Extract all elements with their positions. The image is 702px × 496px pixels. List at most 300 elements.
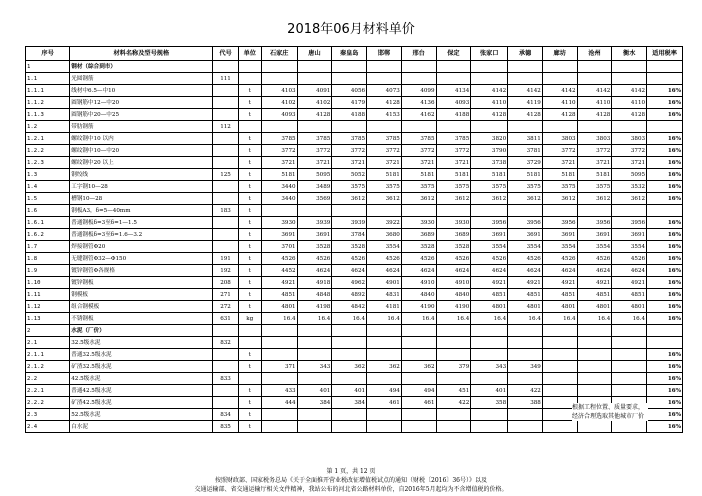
table-row — [26, 181, 683, 193]
price-cell — [612, 205, 647, 217]
price-cell: 4526 — [367, 253, 402, 265]
material-name: 矿渣32.5级水泥 — [70, 361, 213, 373]
price-cell — [297, 421, 332, 433]
price-cell: 3721 — [542, 157, 577, 169]
material-code: 631 — [213, 313, 238, 325]
price-cell: 3721 — [261, 157, 297, 169]
price-cell: 4801 — [508, 301, 543, 313]
table-row — [26, 241, 683, 253]
price-cell: 371 — [261, 361, 297, 373]
tax-rate: 16% — [647, 241, 683, 253]
row-number: 2.1 — [26, 337, 70, 349]
price-cell: 4624 — [401, 265, 436, 277]
price-cell: 3575 — [436, 181, 471, 193]
price-cell: 401 — [297, 385, 332, 397]
price-cell: 4840 — [436, 289, 471, 301]
table-row — [26, 205, 683, 217]
price-cell: 4102 — [261, 97, 297, 109]
price-cell: 4526 — [436, 253, 471, 265]
price-cell: 3528 — [401, 241, 436, 253]
price-cell — [261, 121, 297, 133]
price-cell — [401, 121, 436, 133]
price-cell: 3440 — [261, 181, 297, 193]
price-cell: 4624 — [297, 265, 332, 277]
price-cell: 343 — [471, 361, 508, 373]
price-cell — [542, 337, 577, 349]
note-box: 根据工程位置、质量要求，经济合理选取其他城市厂价 — [572, 403, 648, 421]
unit: t — [238, 109, 261, 121]
row-number: 2.3 — [26, 409, 70, 421]
price-cell — [542, 121, 577, 133]
price-table — [25, 46, 683, 433]
price-cell: 3575 — [401, 181, 436, 193]
price-cell: 4921 — [471, 277, 508, 289]
row-number: 1.11 — [26, 289, 70, 301]
unit: t — [238, 157, 261, 169]
price-cell: 5181 — [542, 169, 577, 181]
price-cell: 4526 — [508, 253, 543, 265]
price-cell: 4526 — [332, 253, 367, 265]
price-cell: 4526 — [612, 253, 647, 265]
tax-rate: 16% — [647, 397, 683, 409]
material-name: 槽钢10—28 — [70, 193, 213, 205]
unit: t — [238, 421, 261, 433]
price-cell — [297, 373, 332, 385]
price-cell — [261, 373, 297, 385]
price-cell: 3691 — [508, 229, 543, 241]
unit: t — [238, 193, 261, 205]
price-cell: 3691 — [577, 229, 612, 241]
unit: t — [238, 385, 261, 397]
row-number: 1.6.2 — [26, 229, 70, 241]
table-row — [26, 301, 683, 313]
unit: t — [238, 205, 261, 217]
price-cell: 4624 — [436, 265, 471, 277]
material-code: 834 — [213, 409, 238, 421]
price-cell: 3612 — [508, 193, 543, 205]
unit: t — [238, 85, 261, 97]
price-cell: 4910 — [436, 277, 471, 289]
price-cell: 3575 — [508, 181, 543, 193]
unit: kg — [238, 313, 261, 325]
price-cell — [436, 349, 471, 361]
price-cell: 3772 — [367, 145, 402, 157]
price-cell: 4188 — [436, 109, 471, 121]
material-code — [213, 349, 238, 361]
price-cell: 3612 — [612, 193, 647, 205]
price-cell: 4128 — [367, 97, 402, 109]
price-cell: 3803 — [612, 133, 647, 145]
table-row — [26, 325, 683, 337]
tax-rate — [647, 205, 683, 217]
material-name: 不锈钢板 — [70, 313, 213, 325]
unit: t — [238, 409, 261, 421]
table-row — [26, 289, 683, 301]
price-cell: 3569 — [297, 193, 332, 205]
tax-rate: 16% — [647, 313, 683, 325]
material-name: 普通钢板δ=3至δ=1.6—3.2 — [70, 229, 213, 241]
header-cell: 石家庄 — [261, 47, 297, 61]
table-row — [26, 193, 683, 205]
price-cell — [542, 349, 577, 361]
price-cell — [508, 205, 543, 217]
material-code: 271 — [213, 289, 238, 301]
price-cell: 4624 — [577, 265, 612, 277]
price-cell — [332, 61, 367, 73]
tax-rate: 16% — [647, 265, 683, 277]
price-cell — [261, 325, 297, 337]
price-cell: 5095 — [297, 169, 332, 181]
unit — [238, 337, 261, 349]
price-cell — [401, 337, 436, 349]
price-cell: 3721 — [332, 157, 367, 169]
table-row — [26, 277, 683, 289]
price-cell: 4526 — [401, 253, 436, 265]
price-cell — [542, 373, 577, 385]
tax-rate — [647, 325, 683, 337]
tax-rate: 16% — [647, 85, 683, 97]
price-cell: 4526 — [542, 253, 577, 265]
price-cell: 4892 — [332, 289, 367, 301]
unit — [238, 73, 261, 85]
header-cell: 代号 — [213, 47, 238, 61]
row-number: 2.2.1 — [26, 385, 70, 397]
price-cell: 3772 — [261, 145, 297, 157]
material-name: 钢绞线 — [70, 169, 213, 181]
page-title: 2018年06月材料单价 — [287, 22, 415, 37]
price-cell: 4624 — [471, 265, 508, 277]
price-cell — [577, 361, 612, 373]
price-cell: 3554 — [508, 241, 543, 253]
price-cell: 3721 — [297, 157, 332, 169]
price-cell: 3956 — [577, 217, 612, 229]
price-cell: 3939 — [332, 217, 367, 229]
price-cell: 3820 — [471, 133, 508, 145]
price-cell — [436, 73, 471, 85]
price-cell — [508, 121, 543, 133]
price-cell: 3721 — [436, 157, 471, 169]
price-cell — [508, 325, 543, 337]
header-cell: 廊坊 — [542, 47, 577, 61]
price-cell: 3785 — [261, 133, 297, 145]
material-code: 832 — [213, 337, 238, 349]
price-cell: 3772 — [297, 145, 332, 157]
price-cell: 16.4 — [508, 313, 543, 325]
price-cell: 461 — [367, 397, 402, 409]
header-cell: 单位 — [238, 47, 261, 61]
price-cell — [297, 325, 332, 337]
price-cell: 4128 — [577, 109, 612, 121]
price-cell: 4103 — [261, 85, 297, 97]
tax-rate — [647, 61, 683, 73]
price-cell: 3772 — [436, 145, 471, 157]
price-cell — [542, 385, 577, 397]
price-cell: 4093 — [261, 109, 297, 121]
price-cell: 4128 — [508, 109, 543, 121]
price-cell — [436, 409, 471, 421]
header-cell: 材料名称及型号规格 — [70, 47, 213, 61]
footer-line-2: 交通运输部、省交通运输厅相关文件精神，我站公布的河北省公路材料单价，自2016年5月起均为不含增值税的价格。 — [194, 486, 508, 493]
price-cell: 4110 — [577, 97, 612, 109]
price-cell — [367, 337, 402, 349]
tax-rate: 16% — [647, 253, 683, 265]
material-name: 线材中6.5—中10 — [70, 85, 213, 97]
price-cell: 401 — [332, 385, 367, 397]
row-number: 1.1.2 — [26, 97, 70, 109]
price-cell: 4921 — [508, 277, 543, 289]
price-cell — [471, 349, 508, 361]
price-cell: 4801 — [542, 301, 577, 313]
row-number: 1.1.1 — [26, 85, 70, 97]
price-cell — [577, 349, 612, 361]
price-cell: 4910 — [401, 277, 436, 289]
material-name: 圆钢筋中20—中25 — [70, 109, 213, 121]
price-cell: 3721 — [612, 157, 647, 169]
tax-rate: 16% — [647, 181, 683, 193]
price-cell: 461 — [401, 397, 436, 409]
tax-rate: 16% — [647, 301, 683, 313]
price-cell — [436, 205, 471, 217]
price-cell: 3721 — [401, 157, 436, 169]
row-number: 1.5 — [26, 193, 70, 205]
price-cell — [508, 61, 543, 73]
price-cell: 4102 — [297, 97, 332, 109]
table-row — [26, 121, 683, 133]
tax-rate: 16% — [647, 109, 683, 121]
price-cell: 4153 — [367, 109, 402, 121]
price-cell: 3554 — [367, 241, 402, 253]
price-cell: 4119 — [508, 97, 543, 109]
table-row — [26, 337, 683, 349]
price-cell: 3612 — [332, 193, 367, 205]
price-cell — [542, 61, 577, 73]
price-cell — [367, 349, 402, 361]
row-number: 2.2.2 — [26, 397, 70, 409]
material-name: 42.5级水泥 — [70, 373, 213, 385]
row-number: 1.2.2 — [26, 145, 70, 157]
footer-line-1: 按照财政部、国家税务总局《关于全面推开营业税改征增值税试点的通知（财税〔2016〕36号）》以及 — [215, 477, 487, 484]
price-cell — [261, 421, 297, 433]
price-cell — [612, 73, 647, 85]
price-cell: 3729 — [508, 157, 543, 169]
material-name: 带肋钢筋 — [70, 121, 213, 133]
material-code — [213, 385, 238, 397]
price-cell: 3772 — [542, 145, 577, 157]
price-cell: 4110 — [471, 97, 508, 109]
price-cell — [612, 373, 647, 385]
table-row — [26, 61, 683, 73]
material-code: 112 — [213, 121, 238, 133]
table-header-row — [26, 47, 683, 61]
price-cell: 3785 — [297, 133, 332, 145]
price-cell: 4624 — [612, 265, 647, 277]
price-cell: 4851 — [577, 289, 612, 301]
price-cell: 4142 — [542, 85, 577, 97]
price-cell: 3691 — [261, 229, 297, 241]
price-cell — [367, 121, 402, 133]
price-cell — [612, 337, 647, 349]
table-row — [26, 109, 683, 121]
price-cell: 4831 — [367, 289, 402, 301]
price-cell — [401, 73, 436, 85]
price-cell — [436, 373, 471, 385]
material-code: 272 — [213, 301, 238, 313]
material-name: 普通42.5级水泥 — [70, 385, 213, 397]
row-number: 1.1.3 — [26, 109, 70, 121]
tax-rate: 16% — [647, 373, 683, 385]
price-cell: 4842 — [332, 301, 367, 313]
price-cell: 3691 — [542, 229, 577, 241]
table-row — [26, 169, 683, 181]
material-code — [213, 109, 238, 121]
price-cell — [542, 325, 577, 337]
tax-rate: 16% — [647, 97, 683, 109]
price-cell: 3554 — [471, 241, 508, 253]
price-cell — [577, 61, 612, 73]
footer-page: 第 1 页，共 12 页 — [326, 468, 376, 475]
price-cell — [367, 409, 402, 421]
material-code — [213, 361, 238, 373]
price-cell: 4851 — [612, 289, 647, 301]
price-cell: 4851 — [471, 289, 508, 301]
unit: t — [238, 229, 261, 241]
price-cell: 16.4 — [261, 313, 297, 325]
price-cell: 16.4 — [577, 313, 612, 325]
price-cell — [401, 349, 436, 361]
price-cell — [261, 205, 297, 217]
price-cell: 4801 — [612, 301, 647, 313]
price-cell — [297, 73, 332, 85]
material-name: 52.5级水泥 — [70, 409, 213, 421]
price-cell: 4110 — [612, 97, 647, 109]
price-cell — [261, 337, 297, 349]
price-cell — [261, 61, 297, 73]
price-cell: 4128 — [471, 109, 508, 121]
price-cell: 3612 — [471, 193, 508, 205]
price-cell: 4181 — [367, 301, 402, 313]
price-cell: 4128 — [612, 109, 647, 121]
table-row — [26, 421, 683, 433]
price-cell: 494 — [367, 385, 402, 397]
material-name: 32.5级水泥 — [70, 337, 213, 349]
price-cell — [261, 73, 297, 85]
row-number: 1.12 — [26, 301, 70, 313]
tax-rate — [647, 121, 683, 133]
price-cell: 4851 — [261, 289, 297, 301]
material-name: 镀锌钢板 — [70, 277, 213, 289]
price-cell: 3691 — [471, 229, 508, 241]
price-cell: 379 — [436, 361, 471, 373]
price-cell: 3939 — [297, 217, 332, 229]
unit: t — [238, 253, 261, 265]
price-cell — [612, 325, 647, 337]
price-cell — [401, 325, 436, 337]
unit — [238, 121, 261, 133]
price-cell: 3689 — [436, 229, 471, 241]
material-code — [213, 217, 238, 229]
price-cell — [297, 349, 332, 361]
material-code — [213, 97, 238, 109]
price-cell: 4142 — [471, 85, 508, 97]
price-cell: 422 — [508, 385, 543, 397]
price-cell — [332, 337, 367, 349]
material-code: 191 — [213, 253, 238, 265]
price-cell: 4142 — [577, 85, 612, 97]
price-cell: 3701 — [261, 241, 297, 253]
price-cell — [508, 373, 543, 385]
price-cell — [471, 325, 508, 337]
material-name: 普通钢板δ=3至δ=1—1.5 — [70, 217, 213, 229]
price-cell — [367, 373, 402, 385]
price-cell — [612, 349, 647, 361]
price-cell: 362 — [332, 361, 367, 373]
price-cell: 5181 — [508, 169, 543, 181]
material-code: 833 — [213, 373, 238, 385]
price-cell — [577, 73, 612, 85]
price-cell: 5181 — [367, 169, 402, 181]
material-code: 835 — [213, 421, 238, 433]
price-cell: 3721 — [577, 157, 612, 169]
row-number: 2 — [26, 325, 70, 337]
price-cell: 3554 — [542, 241, 577, 253]
material-code — [213, 145, 238, 157]
price-cell — [297, 61, 332, 73]
table-row — [26, 361, 683, 373]
price-cell: 3528 — [436, 241, 471, 253]
row-number: 2.2 — [26, 373, 70, 385]
material-code — [213, 229, 238, 241]
price-cell: 3691 — [612, 229, 647, 241]
unit: t — [238, 265, 261, 277]
header-cell: 沧州 — [577, 47, 612, 61]
price-cell: 444 — [261, 397, 297, 409]
material-name: 矿渣42.5级水泥 — [70, 397, 213, 409]
price-cell — [471, 61, 508, 73]
row-number: 1.2 — [26, 121, 70, 133]
price-cell — [401, 409, 436, 421]
price-cell: 3785 — [436, 133, 471, 145]
price-cell: 4128 — [297, 109, 332, 121]
price-cell: 4901 — [367, 277, 402, 289]
price-cell: 4801 — [261, 301, 297, 313]
material-code — [213, 193, 238, 205]
price-cell: 16.4 — [471, 313, 508, 325]
material-code: 111 — [213, 73, 238, 85]
price-cell: 4851 — [508, 289, 543, 301]
price-cell — [577, 337, 612, 349]
price-cell: 5181 — [401, 169, 436, 181]
price-cell: 4093 — [436, 97, 471, 109]
price-cell: 3612 — [436, 193, 471, 205]
row-number: 1.9 — [26, 265, 70, 277]
row-number: 1.13 — [26, 313, 70, 325]
price-cell: 4056 — [332, 85, 367, 97]
price-cell: 4526 — [471, 253, 508, 265]
unit — [238, 373, 261, 385]
price-cell: 3772 — [577, 145, 612, 157]
material-code: 125 — [213, 169, 238, 181]
price-cell: 4142 — [612, 85, 647, 97]
material-code — [213, 325, 238, 337]
price-cell: 3721 — [367, 157, 402, 169]
unit: t — [238, 97, 261, 109]
price-cell: 4128 — [542, 109, 577, 121]
price-cell: 4526 — [261, 253, 297, 265]
price-cell — [367, 61, 402, 73]
material-name: 圆钢筋中12—中20 — [70, 97, 213, 109]
material-name: 普通32.5级水泥 — [70, 349, 213, 361]
price-cell: 3612 — [542, 193, 577, 205]
